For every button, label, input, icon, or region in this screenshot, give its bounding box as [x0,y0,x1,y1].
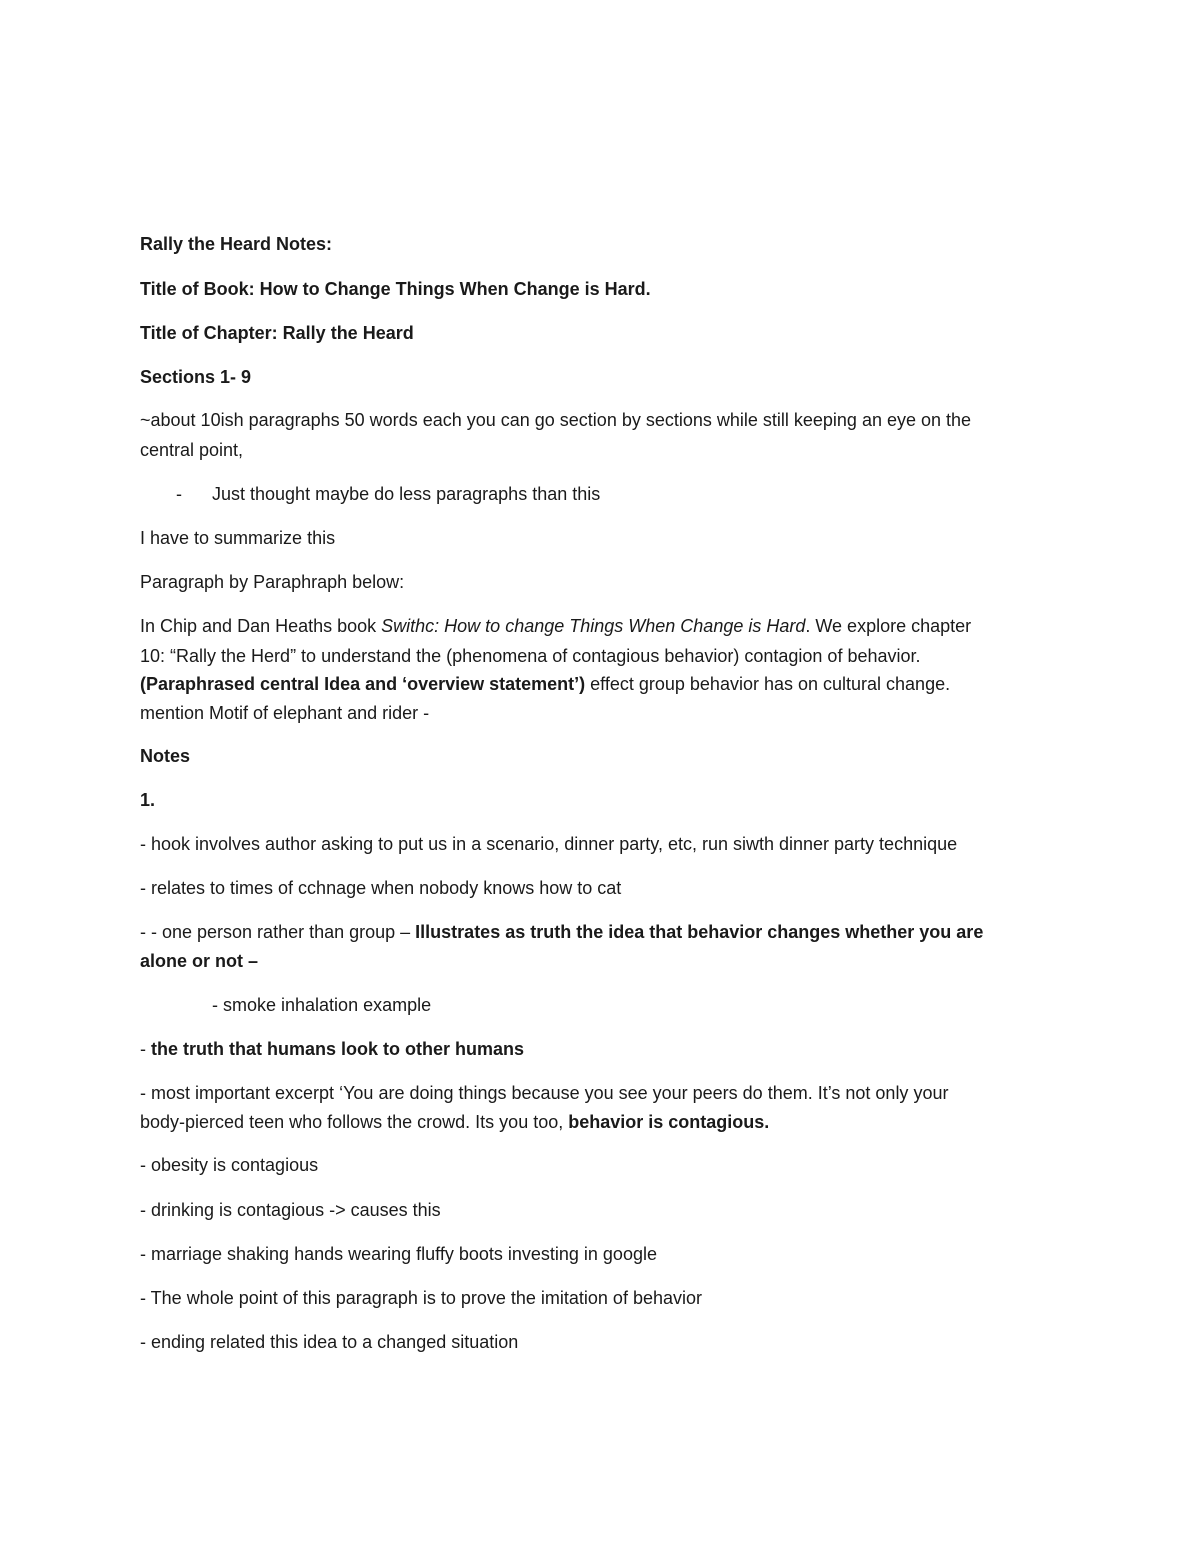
central-idea-label: (Paraphrased central Idea and ‘overview statement’) [140,674,586,694]
chapter-title-line: Title of Chapter: Rally the Heard [140,323,414,343]
note-truth-bold: the truth that humans look to other humans [151,1039,524,1059]
note-one-person-line-2: alone or not – [140,951,259,971]
note-excerpt-plain: body-pierced teen who follows the crowd. Its you too, [140,1112,569,1132]
intro-line-4: mention Motif of elephant and rider - [140,703,430,723]
note-relates: - relates to times of cchnage when nobody knows how to cat [140,878,622,898]
summarize-line: I have to summarize this [140,528,336,548]
note-one-person [140,921,983,943]
note-excerpt-line-2 [140,1111,769,1133]
bullet-dash: - [176,484,182,504]
note-smoke: - smoke inhalation example [212,995,432,1015]
intro-line-3 [140,673,950,695]
note-truth [140,1038,524,1060]
intro-text-b: . We explore chapter [805,616,972,636]
section-number: 1. [140,790,156,810]
note-obesity: - obesity is contagious [140,1155,319,1175]
doc-heading: Rally the Heard Notes: [140,234,333,254]
note-excerpt-line-1: - most important excerpt ‘You are doing things because you see your peers do them. It’s not only your [140,1083,949,1103]
note-ending: - ending related this idea to a changed situation [140,1332,519,1352]
intro-book-title: Swithc: How to change Things When Change is Hard [381,616,806,636]
note-truth-dash: - [140,1039,151,1059]
paragraph-heading: Paragraph by Paraphraph below: [140,572,405,592]
instructions-line-2: central point, [140,440,244,460]
instructions-line-1: ~about 10ish paragraphs 50 words each you can go section by sections while still keeping an eye on the [140,410,972,430]
intro-line-1 [140,615,971,637]
note-one-person-plain: - - one person rather than group – [140,922,416,942]
sections-line: Sections 1- 9 [140,367,252,387]
bullet-text: Just thought maybe do less paragraphs than this [212,484,601,504]
note-hook: - hook involves author asking to put us in a scenario, dinner party, etc, run siwth dinner party technique [140,834,958,854]
central-idea-text: effect group behavior has on cultural change. [585,674,951,694]
note-drinking: - drinking is contagious -> causes this [140,1200,441,1220]
notes-heading: Notes [140,746,191,766]
note-whole-point: - The whole point of this paragraph is to prove the imitation of behavior [140,1288,702,1308]
note-one-person-bold: Illustrates as truth the idea that behavior changes whether you are [415,922,984,942]
note-excerpt-bold: behavior is contagious. [568,1112,770,1132]
intro-line-2: 10: “Rally the Herd” to understand the (phenomena of contagious behavior) contagion of behavior. [140,646,921,666]
book-title-line: Title of Book: How to Change Things When Change is Hard. [140,279,651,299]
note-marriage: - marriage shaking hands wearing fluffy boots investing in google [140,1244,657,1264]
intro-text-a: In Chip and Dan Heaths book [140,616,382,636]
